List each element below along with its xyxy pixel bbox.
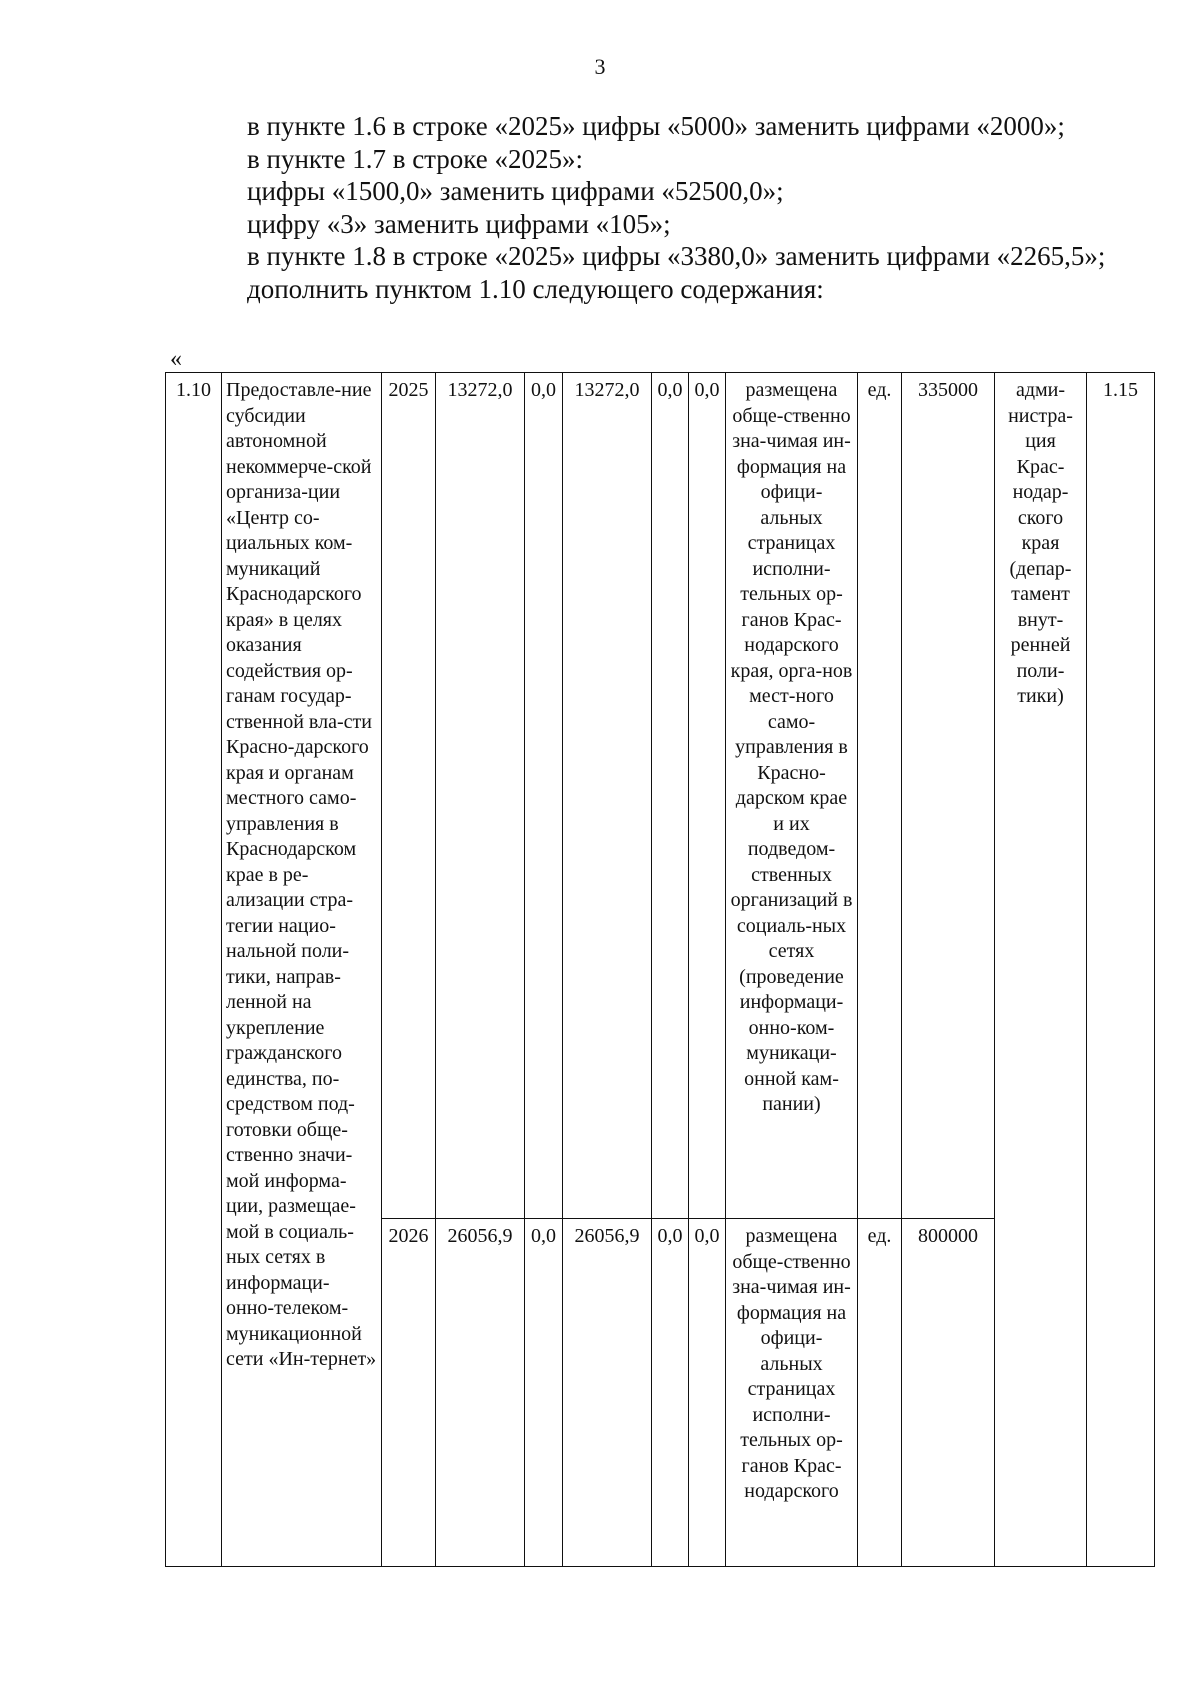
other-cell: 0,0 xyxy=(689,373,726,1219)
value-cell: 335000 xyxy=(902,373,995,1219)
total-cell: 26056,9 xyxy=(436,1219,525,1567)
result-cell: размещена обще-ственно зна-чимая ин-формация на офици-альных страницах исполни-тельных ор-ганов Крас-нодарского края, орга-нов мест-ного само-управления в Красно-дарском крае и их подведом-ственных организаций в социаль-ных сетях (проведение информаци-онно-ком-муникаци-онной кам-пании) xyxy=(726,373,858,1219)
paragraph-1-7-digits: цифры «1500,0» заменить цифрами «52500,0»; xyxy=(247,176,784,206)
page-number: 3 xyxy=(594,54,606,79)
result-cell: размещена обще-ственно зна-чимая ин-формация на офици-альных страницах исполни-тельных ор-ганов Крас-нодарского xyxy=(726,1219,858,1567)
paragraph-1-8: в пункте 1.8 в строке «2025» цифры «3380,0» заменить цифрами «2265,5»; xyxy=(247,241,1106,271)
regional-cell: 26056,9 xyxy=(563,1219,652,1567)
value-cell: 800000 xyxy=(902,1219,995,1567)
regional-cell: 13272,0 xyxy=(563,373,652,1219)
paragraph-1-7: в пункте 1.7 в строке «2025»: xyxy=(247,143,583,174)
reference-cell: 1.15 xyxy=(1087,373,1155,1567)
amendment-table xyxy=(165,372,1155,1567)
federal-cell: 0,0 xyxy=(525,1219,563,1567)
executor-cell: адми-нистра-ция Крас-нодар-ского края (депар-тамент внут-ренней поли-тики) xyxy=(995,373,1087,1567)
federal-cell: 0,0 xyxy=(525,373,563,1219)
unit-cell: ед. xyxy=(858,373,902,1219)
amendment-text xyxy=(170,110,1152,305)
year-cell: 2026 xyxy=(382,1219,436,1567)
item-number: 1.10 xyxy=(166,373,222,1567)
local-cell: 0,0 xyxy=(652,1219,689,1567)
year-cell: 2025 xyxy=(382,373,436,1219)
paragraph-1-10: дополнить пунктом 1.10 следующего содержания: xyxy=(247,273,824,304)
opening-quote: « xyxy=(170,346,182,372)
local-cell: 0,0 xyxy=(652,373,689,1219)
table-row xyxy=(166,373,1155,1219)
unit-cell: ед. xyxy=(858,1219,902,1567)
total-cell: 13272,0 xyxy=(436,373,525,1219)
item-description: Предоставле-ние субсидии автономной некоммерче-ской организа-ции «Центр со-циальных ком-муникаций Краснодарского края» в целях оказания содействия ор-ганам государ-ственной вла-сти Красно-дарского края и органам местного само-управления в Краснодарском крае в ре-ализации стра-тегии нацио-нальной поли-тики, направ-ленной на укрепление гражданского единства, по-средством под-готовки обще-ственно значи-мой информа-ции, размещае-мой в социаль-ных сетях в информаци-онно-телеком-муникационной сети «Ин-тернет» xyxy=(222,373,382,1567)
other-cell: 0,0 xyxy=(689,1219,726,1567)
paragraph-1-7-digit: цифру «3» заменить цифрами «105»; xyxy=(247,208,671,239)
paragraph-1-6: в пункте 1.6 в строке «2025» цифры «5000» заменить цифрами «2000»; xyxy=(247,111,1065,141)
